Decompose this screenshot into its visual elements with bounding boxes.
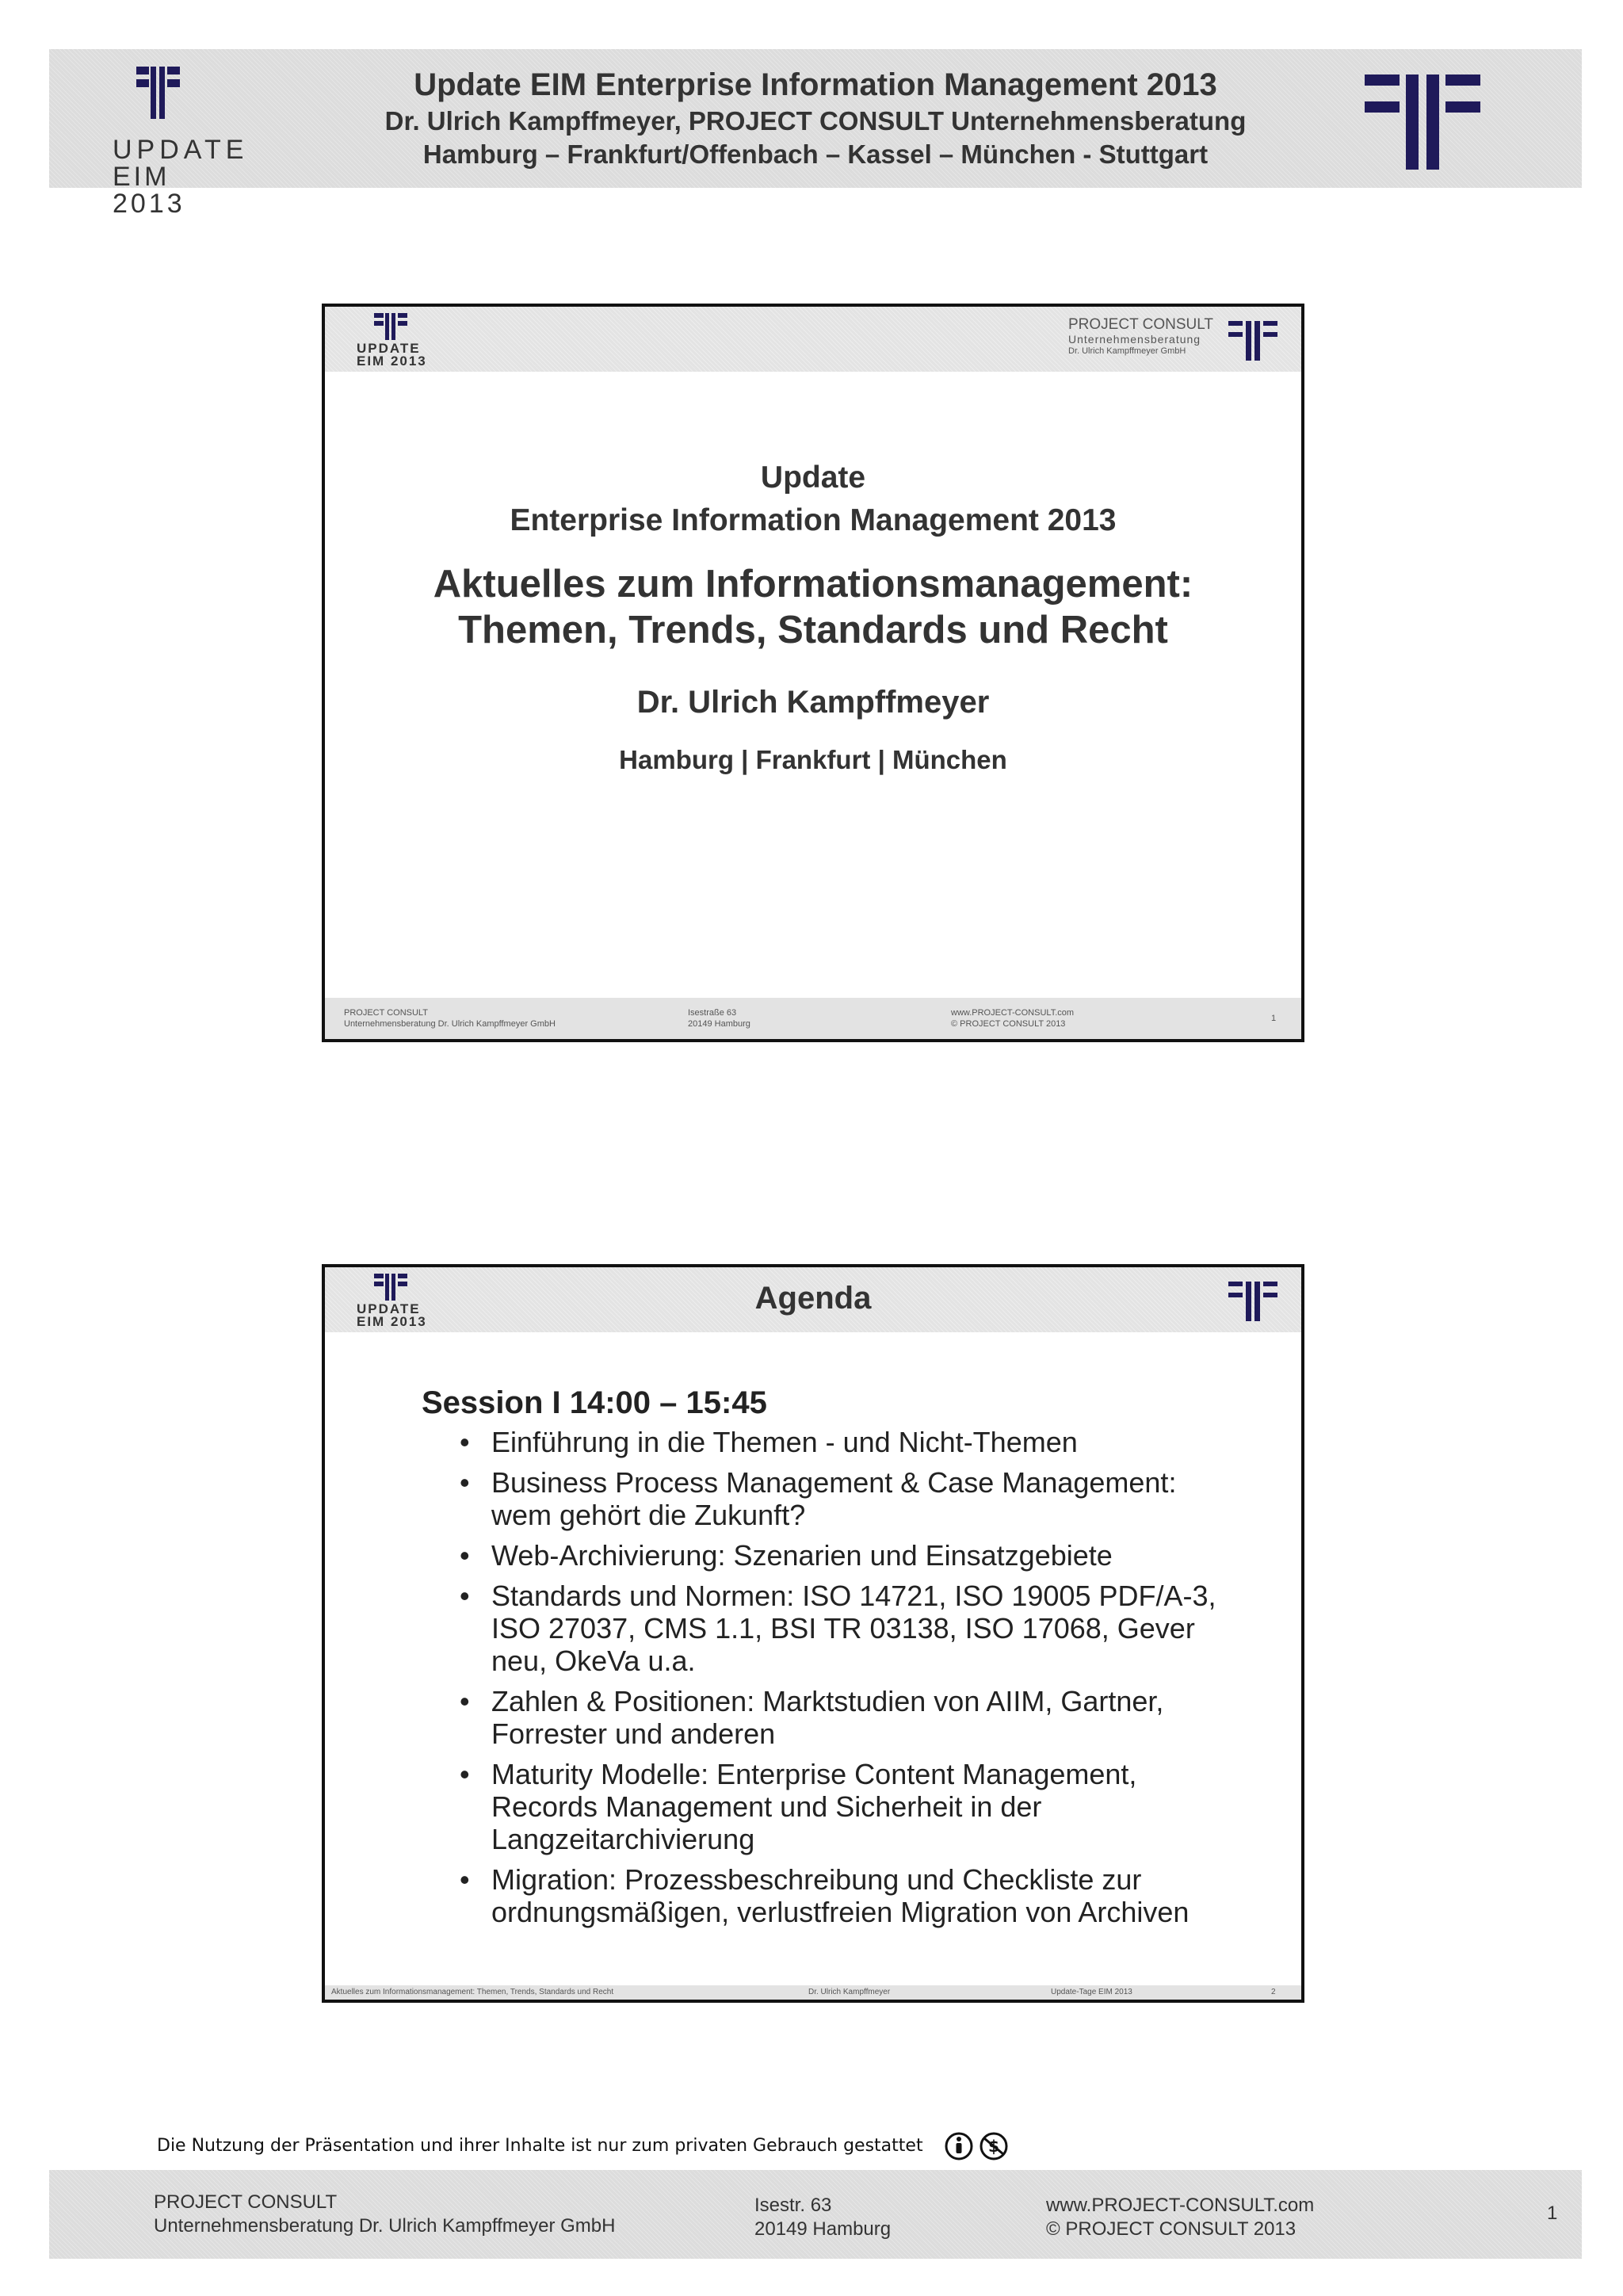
slide-2-logo-eim: EIM 2013 — [357, 1314, 427, 1329]
agenda-list — [412, 1426, 1220, 1936]
footer-address — [754, 2194, 891, 2241]
project-consult-logo-icon — [1228, 1278, 1281, 1323]
slide-1-header — [325, 307, 1301, 372]
slide-1-brand-sub2: Dr. Ulrich Kampffmeyer GmbH — [1068, 346, 1186, 356]
bullet-icon: • — [460, 1580, 470, 1612]
slide-1-footer — [325, 998, 1301, 1039]
agenda-item — [412, 1685, 1220, 1750]
slide-1-brand — [1068, 316, 1227, 357]
slide-1-brand-sub: Unternehmensberatung — [1068, 333, 1201, 346]
footer-address-1: Isestr. 63 — [754, 2195, 832, 2216]
page-header — [49, 49, 1582, 219]
slide-agenda — [322, 1264, 1304, 2003]
slide-1-brand-name: PROJECT CONSULT — [1068, 316, 1213, 333]
svg-text:$: $ — [988, 2137, 1000, 2156]
slide-1-title-1: Aktuelles zum Informationsmanagement: — [433, 563, 1193, 606]
bullet-icon: • — [460, 1539, 470, 1572]
slide-1-footer-copyright: © PROJECT CONSULT 2013 — [951, 1019, 1066, 1029]
agenda-item-text: Zahlen & Positionen: Marktstudien von AIIM, Gartner, Forrester und anderen — [491, 1685, 1164, 1750]
slide-1-title-2: Themen, Trends, Standards und Recht — [458, 609, 1168, 651]
logo-text-eim: EIM 2013 — [113, 162, 185, 219]
project-consult-logo-icon — [1228, 318, 1281, 362]
bullet-icon: • — [460, 1863, 470, 1896]
logo-text-update: UPDATE — [113, 135, 249, 165]
footer-url[interactable]: www.PROJECT-CONSULT.com — [1046, 2195, 1315, 2216]
slide-2-footer-event: Update-Tage EIM 2013 — [1051, 1988, 1132, 1996]
agenda-item — [412, 1863, 1220, 1928]
usage-notice-text: Die Nutzung der Präsentation und ihrer Inhalte ist nur zum privaten Gebrauch gestattet — [157, 2136, 923, 2156]
agenda-item-text: Einführung in die Themen - und Nicht-Themen — [491, 1426, 1078, 1458]
agenda-item — [412, 1539, 1220, 1572]
agenda-item-text: Web-Archivierung: Szenarien und Einsatzgebiete — [491, 1539, 1113, 1572]
agenda-item — [412, 1466, 1220, 1531]
agenda-item — [412, 1426, 1220, 1458]
bullet-icon: • — [460, 1758, 470, 1790]
usage-notice — [157, 2130, 1009, 2162]
slide-1-footer-company — [344, 1007, 661, 1030]
slide-1-cities: Hamburg | Frankfurt | München — [619, 745, 1007, 774]
slide-1-page-number: 1 — [1271, 1014, 1277, 1023]
footer-company-1: PROJECT CONSULT — [154, 2191, 338, 2213]
footer-address-2: 20149 Hamburg — [754, 2218, 892, 2240]
bullet-icon: • — [460, 1685, 470, 1717]
cc-by-icon — [944, 2131, 974, 2161]
slide-title — [322, 304, 1304, 1042]
slide-2-footer — [325, 1985, 1301, 2000]
slide-1-footer-address — [688, 1007, 846, 1030]
cc-noncommercial-icon — [979, 2131, 1009, 2161]
slide-1-footer-url: www.PROJECT-CONSULT.com — [951, 1008, 1075, 1018]
footer-page-number: 1 — [1547, 2202, 1558, 2224]
footer-copyright: © PROJECT CONSULT 2013 — [1046, 2218, 1296, 2240]
slide-2-title: Agenda — [754, 1281, 872, 1316]
agenda-item-text: Migration: Prozessbeschreibung und Checkliste zur ordnungsmäßigen, verlustfreien Migration von Archiven — [491, 1863, 1190, 1928]
slide-1-author: Dr. Ulrich Kampffmeyer — [636, 685, 990, 720]
bullet-icon: • — [460, 1426, 470, 1458]
slide-1-line-eim: Enterprise Information Management 2013 — [510, 503, 1117, 537]
slide-2-logo-update: UPDATE — [357, 1301, 421, 1316]
session-heading: Session I 14:00 – 15:45 — [422, 1385, 767, 1420]
header-locations: Hamburg – Frankfurt/Offenbach – Kassel – München - Stuttgart — [422, 139, 1209, 169]
slide-1-footer-address-1: Isestraße 63 — [688, 1008, 737, 1018]
update-eim-logo-icon — [371, 311, 418, 340]
agenda-item-text: Standards und Normen: ISO 14721, ISO 19005 PDF/A-3, ISO 27037, CMS 1.1, BSI TR 03138, ISO 17068, Gever neu, OkeVa u.a. — [491, 1580, 1216, 1677]
slide-2-footer-topic: Aktuelles zum Informationsmanagement: Themen, Trends, Standards und Recht — [331, 1988, 614, 1996]
agenda-item — [412, 1580, 1220, 1677]
header-subtitle: Dr. Ulrich Kampffmeyer, PROJECT CONSULT Unternehmensberatung — [384, 106, 1247, 136]
footer-company-2: Unternehmensberatung Dr. Ulrich Kampffmeyer GmbH — [154, 2215, 616, 2237]
slide-1-footer-company-1: PROJECT CONSULT — [344, 1008, 428, 1018]
agenda-item-text: Business Process Management & Case Management: wem gehört die Zukunft? — [491, 1466, 1177, 1531]
slide-1-footer-address-2: 20149 Hamburg — [688, 1019, 750, 1029]
project-consult-logo-icon — [1365, 67, 1484, 170]
slide-1-logo-update: UPDATE — [357, 341, 421, 356]
footer-web — [1046, 2194, 1314, 2241]
slide-1-logo-eim: EIM 2013 — [357, 353, 427, 369]
slide-2-footer-author: Dr. Ulrich Kampffmeyer — [808, 1988, 891, 1996]
header-title: Update EIM Enterprise Information Management 2013 — [414, 67, 1217, 102]
agenda-item — [412, 1758, 1220, 1855]
slide-2-header — [325, 1267, 1301, 1332]
slide-1-footer-company-2: Unternehmensberatung Dr. Ulrich Kampffmeyer GmbH — [344, 1019, 556, 1029]
slide-1-footer-web — [951, 1007, 1149, 1030]
footer-company — [154, 2191, 615, 2238]
page-footer — [49, 2170, 1582, 2259]
slide-1-line-update: Update — [760, 460, 866, 495]
slide-1-logo — [353, 311, 441, 369]
slide-2-page-number: 2 — [1271, 1988, 1276, 1996]
bullet-icon: • — [460, 1466, 470, 1499]
agenda-item-text: Maturity Modelle: Enterprise Content Management, Records Management und Sicherheit in der Langzeitarchivierung — [491, 1758, 1137, 1855]
